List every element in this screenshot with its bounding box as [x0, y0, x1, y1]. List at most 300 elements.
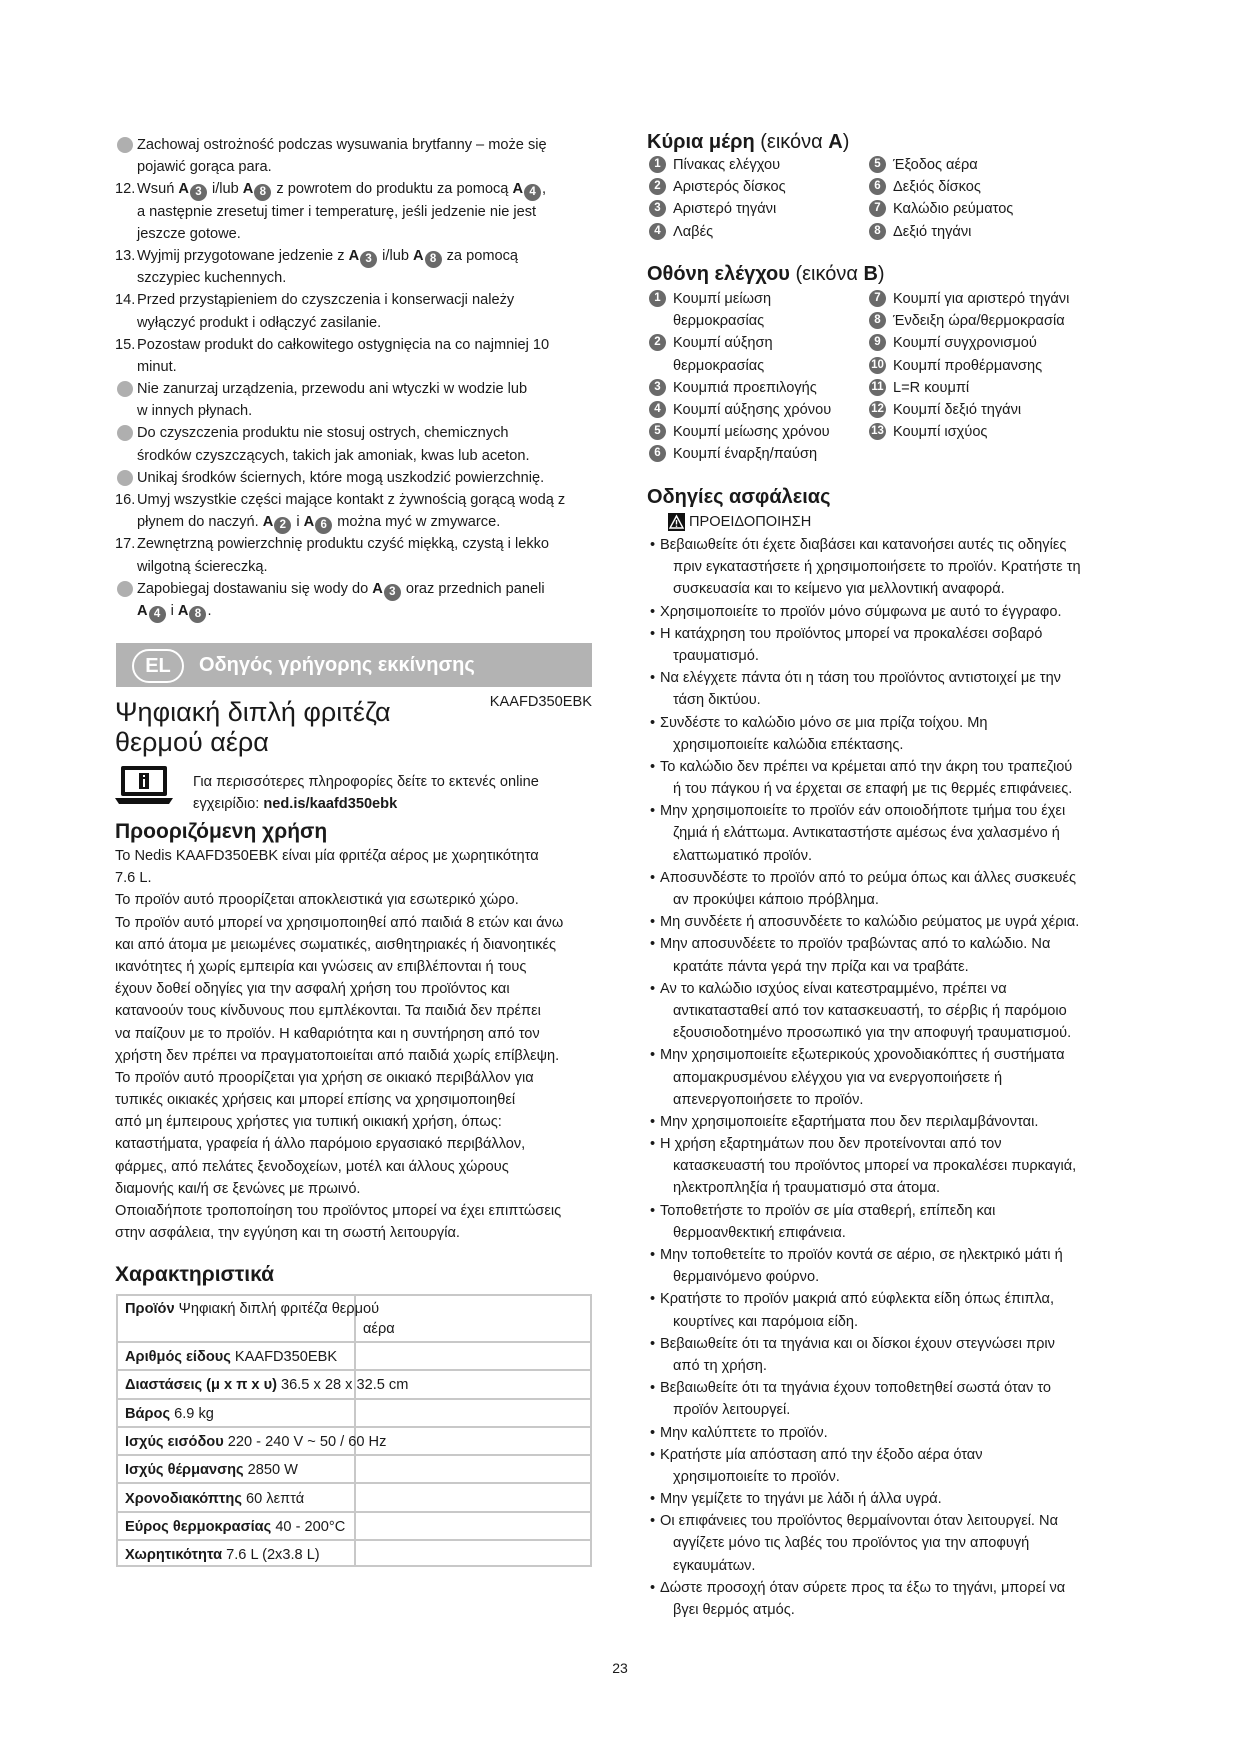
safety-text: Βεβαιωθείτε ότι τα τηγάνια και οι δίσκοι έχουν στεγνώσει πριν: [660, 1335, 1055, 1352]
safety-line: [650, 1155, 1210, 1177]
safety-text: αν προκύψει κάποιο πρόβλημα.: [673, 892, 879, 908]
paragraph-line: τυπικές οικιακές χρήσεις και μπορεί επίσης να χρησιμοποιηθεί: [115, 1092, 516, 1109]
heading-close: ): [877, 263, 885, 285]
safety-text: Κρατήστε μία απόσταση από την έξοδο αέρα όταν: [660, 1446, 983, 1463]
specs-value: 2850 W: [247, 1462, 298, 1479]
safety-line: [650, 756, 1210, 778]
text-segment: za pomocą: [442, 247, 519, 264]
instruction-item: [115, 334, 595, 378]
safety-line: [650, 645, 1210, 667]
text-segment: Przed przystąpieniem do czyszczenia i konserwacji należy: [137, 292, 515, 309]
paragraph-line: Το Nedis KAAFD350EBK είναι μία φριτέζα αέρος με χωρητικότητα: [115, 848, 539, 864]
part-list-row: [868, 154, 1168, 176]
safety-text: βγει θερμός ατμός.: [673, 1602, 795, 1618]
specs-cell: [125, 1346, 337, 1368]
bullet-icon: •: [650, 936, 656, 953]
specs-label: Βάρος: [125, 1405, 171, 1422]
part-list-row: [648, 288, 858, 310]
safety-line: [650, 1200, 1210, 1222]
text-segment: oraz przednich paneli: [401, 580, 545, 597]
part-label: Κουμπί μείωση: [673, 291, 772, 307]
warning-icon: [668, 513, 685, 531]
specs-row: [118, 1456, 590, 1484]
bullet-icon: •: [650, 1247, 656, 1263]
safety-text: Βεβαιωθείτε ότι έχετε διαβάσει και κατανοήσει αυτές τις οδηγίες: [660, 537, 1067, 553]
safety-item: [650, 667, 1210, 711]
bullet-icon: •: [650, 1291, 656, 1308]
heading-text: Οθόνη ελέγχου: [647, 263, 790, 285]
safety-line: [650, 1067, 1210, 1089]
heading-light: (εικόνα: [754, 131, 829, 153]
part-number-badge: 6: [869, 178, 886, 195]
safety-text: Μην χρησιμοποιείτε εξαρτήματα που δεν περιλαμβάνονται.: [660, 1113, 1039, 1130]
safety-line: [650, 1510, 1210, 1532]
safety-item: [650, 756, 1210, 800]
text-line: [115, 245, 595, 267]
safety-line: [650, 1022, 1210, 1044]
specs-cell: [125, 1488, 304, 1510]
text-line: [115, 312, 595, 334]
specs-cell: [125, 1403, 214, 1425]
safety-text: ελαττωματικό προϊόν.: [673, 847, 813, 864]
part-number-badge: 12: [869, 401, 886, 418]
bullet-icon: •: [650, 537, 656, 553]
part-number-badge: 2: [274, 517, 291, 534]
specs-line: [125, 1544, 320, 1566]
paragraph-line: 7.6 L.: [115, 870, 152, 887]
part-number-badge: 7: [869, 290, 886, 307]
specs-label: Χωρητικότητα: [125, 1547, 223, 1564]
safety-text: κρατάτε πάντα γερά την πρίζα και να τραβάτε.: [673, 958, 969, 975]
page-number: 23: [612, 1660, 628, 1676]
specs-value: 36.5 x 28 x 32.5 cm: [281, 1377, 409, 1394]
paragraph-line: Το προϊόν αυτό προορίζεται για χρήση σε οικιακό περιβάλλον για: [115, 1069, 534, 1086]
text-line: [115, 578, 595, 600]
part-label: Κουμπί προθέρμανσης: [893, 357, 1043, 374]
paragraph-line: και από άτομα με μειωμένες σωματικές, αισθητηριακές ή διανοητικές: [115, 936, 557, 953]
instruction-item: [115, 578, 595, 622]
intended-use-heading: Προοριζόμενη χρήση: [115, 820, 328, 843]
part-label: Κουμπί συγχρονισμού: [893, 335, 1037, 352]
bullet-icon: •: [650, 803, 656, 820]
text-segment: środków czyszczących, takich jak amoniak, kwas lub aceton.: [137, 447, 530, 464]
part-number-badge: 3: [649, 200, 666, 217]
safety-text: Μην γεμίζετε το τηγάνι με λάδι ή άλλα υγρά.: [660, 1491, 942, 1508]
safety-text: εγκαυμάτων.: [673, 1557, 756, 1574]
part-number-badge: 8: [425, 251, 442, 268]
paragraph-line: στην ασφάλεια, την εγγύηση και τη σωστή λειτουργία.: [115, 1225, 460, 1242]
safety-text: εξουσιοδοτημένο προσωπικό για την αποφυγή τραυματισμού.: [673, 1025, 1072, 1042]
paragraph-line: διαμονής και/ή σε ξενώνες με πρωινό.: [115, 1180, 361, 1197]
part-label: Κουμπί αύξησης χρόνου: [673, 401, 832, 418]
text-line: [115, 223, 595, 245]
text-segment: z powrotem do produktu za pomocą: [272, 181, 513, 198]
safety-line: [650, 978, 1210, 1000]
text-segment: i: [166, 602, 178, 619]
part-list-row: [648, 154, 858, 176]
product-title-line: Ψηφιακή διπλή φριτέζα: [115, 697, 391, 727]
part-list-row: [648, 399, 858, 421]
safety-item: [650, 1577, 1210, 1621]
part-number-badge: 8: [869, 223, 886, 240]
online-manual-note: [193, 771, 539, 815]
bullet-icon: •: [650, 1380, 656, 1397]
product-title-line: θερμού αέρα: [115, 727, 269, 757]
safety-line: [650, 822, 1210, 844]
safety-text: Αν το καλώδιο ισχύος είναι κατεστραμμένο, πρέπει να: [660, 980, 1007, 997]
safety-text: Μην καλύπτετε το προϊόν.: [660, 1424, 828, 1441]
safety-line: [650, 556, 1210, 578]
part-number-badge: 8: [254, 184, 271, 201]
safety-heading: Οδηγίες ασφάλειας: [647, 486, 831, 508]
text-line: [115, 334, 595, 356]
safety-line: [650, 1111, 1210, 1133]
safety-text: προϊόν λειτουργεί.: [673, 1402, 791, 1419]
safety-item: [650, 978, 1210, 1045]
instruction-item: [115, 533, 595, 577]
part-label: Κουμπί μείωσης χρόνου: [673, 424, 830, 441]
safety-line: [650, 1422, 1210, 1444]
part-label: Κουμπί αύξηση: [673, 335, 773, 352]
safety-text: Μην αποσυνδέετε το προϊόν τραβώντας από το καλώδιο. Να: [660, 936, 1051, 953]
instruction-item: [115, 489, 595, 533]
heading-light: (εικόνα: [789, 263, 864, 285]
text-segment: minut.: [137, 358, 177, 375]
safety-text: Μη συνδέετε ή αποσυνδέετε το καλώδιο ρεύματος με υγρά χέρια.: [660, 914, 1080, 931]
safety-line: [650, 1399, 1210, 1421]
part-number-badge: 3: [360, 251, 377, 268]
safety-text: αγγίζετε μόνο τις λαβές του προϊόντος για την αποφυγή: [673, 1535, 1030, 1552]
specs-label: Ισχύς εισόδου: [125, 1433, 224, 1450]
instruction-item: [115, 178, 595, 245]
safety-line: [650, 1333, 1210, 1355]
text-line: [115, 289, 595, 311]
text-segment: Zachowaj ostrożność podczas wysuwania brytfanny – może się: [137, 137, 547, 153]
part-label: Έξοδος αέρα: [893, 157, 978, 173]
part-number-badge: 8: [189, 606, 206, 623]
part-number-badge: 4: [649, 401, 666, 418]
part-label: Κουμπιά προεπιλογής: [673, 379, 817, 396]
safety-item: [650, 601, 1210, 623]
instruction-item: [115, 378, 595, 422]
part-number-badge: 13: [869, 423, 886, 440]
figure-ref: A: [242, 181, 254, 198]
specs-line: [125, 1488, 304, 1510]
figure-ref: A: [137, 602, 148, 619]
section-banner: [116, 643, 592, 687]
safety-text: Μην χρησιμοποιείτε εξωτερικούς χρονοδιακόπτες ή συστήματα: [660, 1047, 1065, 1064]
caution-icon: [117, 425, 133, 441]
part-number-badge: 11: [869, 379, 886, 396]
safety-text: Μην χρησιμοποιείτε το προϊόν εάν οποιοδήποτε τμήμα του έχει: [660, 803, 1066, 820]
specs-line: [125, 1516, 345, 1538]
part-list-row: [868, 421, 1168, 443]
figure-ref: A: [512, 181, 524, 198]
part-number-badge: 4: [149, 606, 166, 623]
safety-line: [650, 1244, 1210, 1266]
part-list-row: [648, 221, 858, 243]
safety-item: [650, 1510, 1210, 1577]
bullet-icon: •: [650, 1513, 656, 1530]
bullet-icon: •: [650, 670, 656, 687]
safety-text: κατασκευαστή του προϊόντος μπορεί να προκαλέσει πυρκαγιά,: [673, 1158, 1077, 1175]
heading-text: Κύρια μέρη: [647, 131, 755, 153]
product-code: KAAFD350EBK: [489, 694, 592, 710]
safety-line: [650, 1532, 1210, 1554]
part-label: Λαβές: [673, 223, 714, 240]
safety-text: Τοποθετήστε το προϊόν σε μία σταθερή, επίπεδη και: [660, 1202, 996, 1219]
text-segment: ,: [542, 181, 547, 198]
specs-label: Διαστάσεις (μ x π x υ): [125, 1377, 277, 1394]
safety-line: [650, 1222, 1210, 1244]
main-parts-heading: [647, 131, 849, 154]
control-screen-list: [648, 288, 858, 466]
text-segment: można myć w zmywarce.: [333, 514, 501, 531]
safety-line: [650, 800, 1210, 822]
text-segment: w innych płynach.: [137, 403, 253, 420]
specs-row: [118, 1513, 590, 1541]
specs-table: [116, 1294, 592, 1567]
safety-line: [650, 956, 1210, 978]
safety-item: [650, 1200, 1210, 1244]
part-number-badge: 8: [869, 312, 886, 329]
warning-label: [668, 511, 811, 533]
safety-text: ηλεκτροπληξία ή τραυματισμό στα άτομα.: [673, 1180, 941, 1197]
paragraph-line: Το προϊόν αυτό μπορεί να χρησιμοποιηθεί από παιδιά 8 ετών και άνω: [115, 914, 564, 931]
instruction-item: [115, 289, 595, 333]
safety-line: [650, 845, 1210, 867]
safety-text: Η χρήση εξαρτημάτων που δεν προτείνονται από τον: [660, 1136, 1002, 1153]
safety-line: [650, 578, 1210, 600]
part-label: Αριστερός δίσκος: [673, 179, 786, 196]
online-manual-text: Για περισσότερες πληροφορίες δείτε το εκτενές online: [193, 774, 539, 790]
specs-value: Ψηφιακή διπλή φριτέζα θερμού: [178, 1301, 380, 1317]
safety-text: πριν εγκαταστήσετε ή χρησιμοποιήσετε το προϊόν. Κρατήστε τη: [673, 559, 1081, 576]
part-list-row: [868, 288, 1168, 310]
specs-line: [125, 1459, 298, 1481]
paragraph-line: καταστήματα, γραφεία ή άλλο παρόμοιο εργασιακό περιβάλλον,: [115, 1136, 526, 1153]
safety-line: [650, 1288, 1210, 1310]
part-list-row: [648, 443, 858, 465]
safety-line: [650, 1555, 1210, 1577]
specs-row: [118, 1485, 590, 1513]
text-line: [115, 467, 595, 489]
part-label: Δεξιός δίσκος: [893, 179, 981, 196]
text-line: [115, 178, 595, 200]
safety-item: [650, 911, 1210, 933]
intended-use-text: [115, 845, 563, 1244]
part-label: Καλώδιο ρεύματος: [893, 201, 1014, 218]
part-list-row: [868, 332, 1168, 354]
main-parts-list: [868, 154, 1168, 243]
safety-line: [650, 712, 1210, 734]
safety-line: [650, 534, 1210, 556]
part-number-badge: 6: [315, 517, 332, 534]
safety-line: [650, 1444, 1210, 1466]
safety-line: [650, 1355, 1210, 1377]
part-label: Πίνακας ελέγχου: [673, 157, 781, 173]
part-number-badge: 3: [190, 184, 207, 201]
item-number: 16.: [115, 492, 136, 508]
part-label: Ένδειξη ώρα/θερμοκρασία: [893, 313, 1065, 330]
specs-value: 7.6 L (2x3.8 L): [226, 1547, 320, 1564]
paragraph-line: Οποιαδήποτε τροποποίηση του προϊόντος μπορεί να έχει επιπτώσεις: [115, 1203, 562, 1219]
specs-row: [118, 1343, 590, 1371]
safety-line: [650, 623, 1210, 645]
laptop-info-icon: [115, 764, 173, 806]
safety-line: [650, 734, 1210, 756]
text-segment: Umyj wszystkie części mające kontakt z żywnością gorącą wodą z: [137, 492, 566, 508]
specs-line: [125, 1403, 214, 1425]
safety-text: ζημιά ή ελάττωμα. Αντικαταστήστε αμέσως ένα χαλασμένο ή: [673, 825, 1060, 842]
part-list-row: [868, 176, 1168, 198]
specs-cell: [125, 1431, 386, 1453]
safety-item: [650, 1133, 1210, 1200]
part-list-row: [648, 198, 858, 220]
bullet-icon: •: [650, 603, 656, 620]
control-screen-list: [868, 288, 1168, 443]
paragraph-line: από μη έμπειρους χρήστες για τυπική οικιακή χρήση, όπως:: [115, 1114, 502, 1131]
bullet-icon: •: [650, 980, 656, 997]
part-number-badge: 4: [649, 223, 666, 240]
part-label: L=R κουμπί: [893, 379, 970, 396]
part-number-badge: 7: [869, 200, 886, 217]
safety-item: [650, 800, 1210, 867]
safety-text: Βεβαιωθείτε ότι τα τηγάνια έχουν τοποθετηθεί σωστά όταν το: [660, 1380, 1052, 1397]
part-list-row: [648, 176, 858, 198]
bullet-icon: •: [650, 758, 656, 775]
bullet-icon: •: [650, 625, 656, 642]
part-list-row: [648, 355, 858, 377]
safety-line: [650, 1599, 1210, 1621]
item-number: 15.: [115, 336, 136, 353]
bullet-icon: •: [650, 1136, 656, 1153]
text-line: [115, 489, 595, 511]
specs-cell: [125, 1374, 408, 1396]
specs-row: [118, 1428, 590, 1456]
safety-item: [650, 867, 1210, 911]
text-line: [115, 400, 595, 422]
safety-line: [650, 867, 1210, 889]
safety-text: τάση δικτύου.: [673, 692, 761, 709]
instruction-item: [115, 467, 595, 489]
specs-value: KAAFD350EBK: [234, 1349, 338, 1365]
specs-row: [118, 1371, 590, 1399]
specs-value: 220 - 240 V ~ 50 / 60 Hz: [227, 1433, 387, 1450]
specs-row: [118, 1296, 590, 1343]
safety-line: [650, 1089, 1210, 1111]
figure-ref: A: [828, 131, 843, 153]
part-number-badge: 2: [649, 334, 666, 351]
paragraph-line: χρήστη δεν πρέπει να πραγματοποιείται από παιδιά χωρίς επίβλεψη.: [115, 1047, 560, 1064]
specs-cell: [125, 1544, 320, 1566]
specs-label: Αριθμός είδους: [125, 1349, 231, 1365]
safety-text: Η κατάχρηση του προϊόντος μπορεί να προκαλέσει σοβαρό: [660, 625, 1043, 642]
safety-item: [650, 623, 1210, 667]
item-number: 12.: [115, 181, 136, 198]
safety-text: ή του πάγκου ή να έρχεται σε επαφή με τις θερμές επιφάνειες.: [673, 781, 1073, 798]
safety-line: [650, 1377, 1210, 1399]
text-line: [115, 511, 595, 533]
part-number-badge: 3: [384, 584, 401, 601]
safety-item: [650, 1044, 1210, 1111]
heading-close: ): [842, 131, 850, 153]
online-manual-link[interactable]: ned.is/kaafd350ebk: [263, 796, 398, 812]
safety-text: από τη χρήση.: [673, 1357, 767, 1374]
text-segment: pojawić gorąca para.: [137, 159, 272, 176]
part-number-badge: 9: [869, 334, 886, 351]
bullet-icon: •: [650, 1424, 656, 1441]
bullet-icon: •: [650, 1446, 656, 1463]
part-list-row: [648, 332, 858, 354]
specs-line: [125, 1346, 337, 1368]
part-number-badge: 3: [649, 379, 666, 396]
text-segment: płynem do naczyń.: [137, 514, 263, 531]
safety-line: [650, 1000, 1210, 1022]
part-list-row: [868, 310, 1168, 332]
part-label: Κουμπί ισχύος: [893, 424, 988, 441]
item-number: 17.: [115, 536, 136, 553]
safety-text: απενεργοποιήσετε το προϊόν.: [673, 1091, 864, 1108]
safety-item: [650, 1288, 1210, 1332]
specs-row: [118, 1541, 590, 1569]
paragraph-line: ικανότητες ή χωρίς εμπειρία και γνώσεις αν επιβλέπονται ή τους: [115, 958, 527, 975]
text-segment: i/lub: [207, 181, 243, 198]
safety-item: [650, 1244, 1210, 1288]
part-label: Δεξιό τηγάνι: [893, 223, 972, 240]
specs-heading: Χαρακτηριστικά: [115, 1263, 275, 1286]
safety-text: τραυματισμό.: [673, 647, 759, 664]
specs-line: [125, 1374, 408, 1396]
banner-title: Οδηγός γρήγορης εκκίνησης: [199, 654, 475, 676]
part-label: Κουμπί έναρξη/παύση: [673, 446, 818, 463]
figure-ref: A: [177, 602, 189, 619]
paragraph-line: κατανοούν τους κίνδυνους που εμπλέκονται. Τα παιδιά δεν πρέπει: [115, 1003, 541, 1020]
specs-value: 40 - 200°C: [275, 1518, 346, 1535]
safety-list: [650, 534, 1210, 1621]
caution-icon: [117, 381, 133, 397]
safety-item: [650, 933, 1210, 977]
safety-text: Συνδέστε το καλώδιο μόνο σε μια πρίζα τοίχου. Μη: [660, 714, 988, 731]
figure-ref: A: [348, 247, 360, 264]
part-list-row: [648, 377, 858, 399]
bullet-icon: •: [650, 1335, 656, 1352]
part-list-row: [648, 310, 858, 332]
specs-label: Ισχύς θέρμανσης: [125, 1462, 244, 1479]
specs-label: Εύρος θερμοκρασίας: [125, 1518, 272, 1535]
safety-item: [650, 1377, 1210, 1421]
safety-text: Να ελέγχετε πάντα ότι η τάση του προϊόντος αντιστοιχεί με την: [660, 670, 1061, 687]
part-number-badge: 4: [524, 184, 541, 201]
safety-line: [650, 1311, 1210, 1333]
safety-text: Δώστε προσοχή όταν σύρετε προς τα έξω το τηγάνι, μπορεί να: [660, 1579, 1066, 1596]
part-list-row: [648, 421, 858, 443]
product-title: [115, 697, 391, 757]
text-line: [115, 422, 595, 444]
text-line: [115, 134, 595, 156]
safety-line: [650, 1466, 1210, 1488]
safety-line: [650, 911, 1210, 933]
part-list-row: [868, 221, 1168, 243]
text-segment: Unikaj środków ściernych, które mogą uszkodzić powierzchnię.: [137, 469, 545, 486]
text-segment: Wyjmij przygotowane jedzenie z: [137, 247, 349, 264]
instruction-item: [115, 245, 595, 289]
safety-text: θερμαινόμενο φούρνο.: [673, 1269, 820, 1286]
text-line: [115, 267, 595, 289]
safety-text: χρησιμοποιείτε το προϊόν.: [673, 1468, 840, 1485]
figure-ref: A: [262, 514, 274, 531]
part-label: θερμοκρασίας: [673, 313, 765, 330]
